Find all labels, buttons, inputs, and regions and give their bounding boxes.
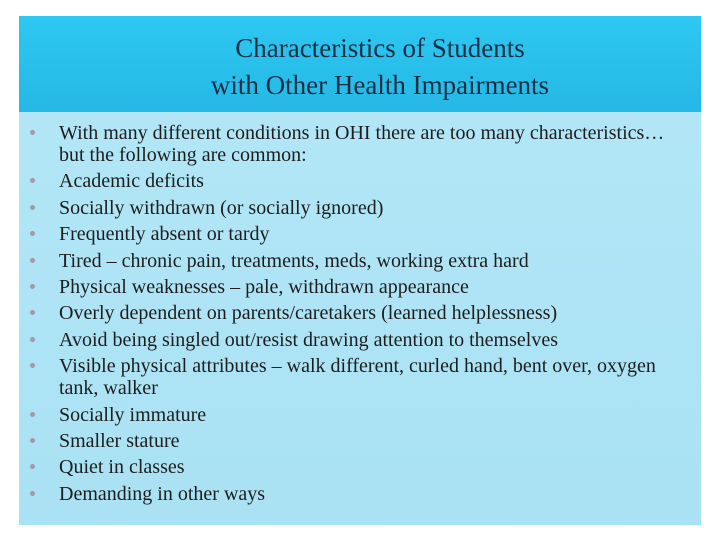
bullet-dot-icon (30, 178, 35, 183)
bullet-dot-icon (30, 363, 35, 368)
bullet-text: Visible physical attributes – walk different, curled hand, bent over, oxygen tank, walker (59, 355, 656, 400)
bullet-text: Smaller stature (59, 429, 180, 452)
bullet-dot-icon (30, 284, 35, 289)
slide-title-line-1: Characteristics of Students (235, 33, 525, 63)
slide-title-line-2: with Other Health Impairments (210, 70, 550, 100)
bullet-dot-icon (30, 205, 35, 210)
bullet-dot-icon (30, 337, 35, 342)
bullet-item (30, 122, 690, 166)
bullet-text: Socially withdrawn (or socially ignored) (59, 196, 384, 219)
bullet-item (30, 456, 690, 478)
bullet-item (30, 223, 690, 245)
bullet-dot-icon (30, 412, 35, 417)
bullet-dot-icon (30, 438, 35, 443)
bullet-item (30, 250, 690, 272)
bullet-item (30, 329, 690, 351)
bullet-text: Frequently absent or tardy (59, 223, 270, 246)
bullet-text: Overly dependent on parents/caretakers (learned helplessness) (59, 302, 558, 325)
bullet-text: Avoid being singled out/resist drawing attention to themselves (59, 328, 558, 351)
bullet-text: Socially immature (59, 403, 207, 426)
bullet-item (30, 276, 690, 298)
bullet-list (30, 122, 690, 509)
bullet-item (30, 483, 690, 505)
bullet-item (30, 355, 690, 399)
bullet-dot-icon (30, 310, 35, 315)
bullet-item (30, 430, 690, 452)
bullet-text: Tired – chronic pain, treatments, meds, working extra hard (59, 249, 529, 272)
bullet-text: Demanding in other ways (59, 482, 266, 505)
bullet-item (30, 170, 690, 192)
bullet-dot-icon (30, 464, 35, 469)
bullet-text: With many different conditions in OHI there are too many characteristics… but the following are common: (59, 122, 665, 166)
bullet-item (30, 404, 690, 426)
bullet-text: Academic deficits (59, 170, 204, 193)
bullet-text: Quiet in classes (59, 456, 185, 479)
bullet-dot-icon (30, 491, 35, 496)
slide-title (19, 30, 720, 104)
bullet-item (30, 197, 690, 219)
bullet-dot-icon (30, 130, 35, 135)
bullet-item (30, 302, 690, 324)
bullet-text: Physical weaknesses – pale, withdrawn appearance (59, 275, 469, 298)
bullet-dot-icon (30, 258, 35, 263)
bullet-dot-icon (30, 231, 35, 236)
